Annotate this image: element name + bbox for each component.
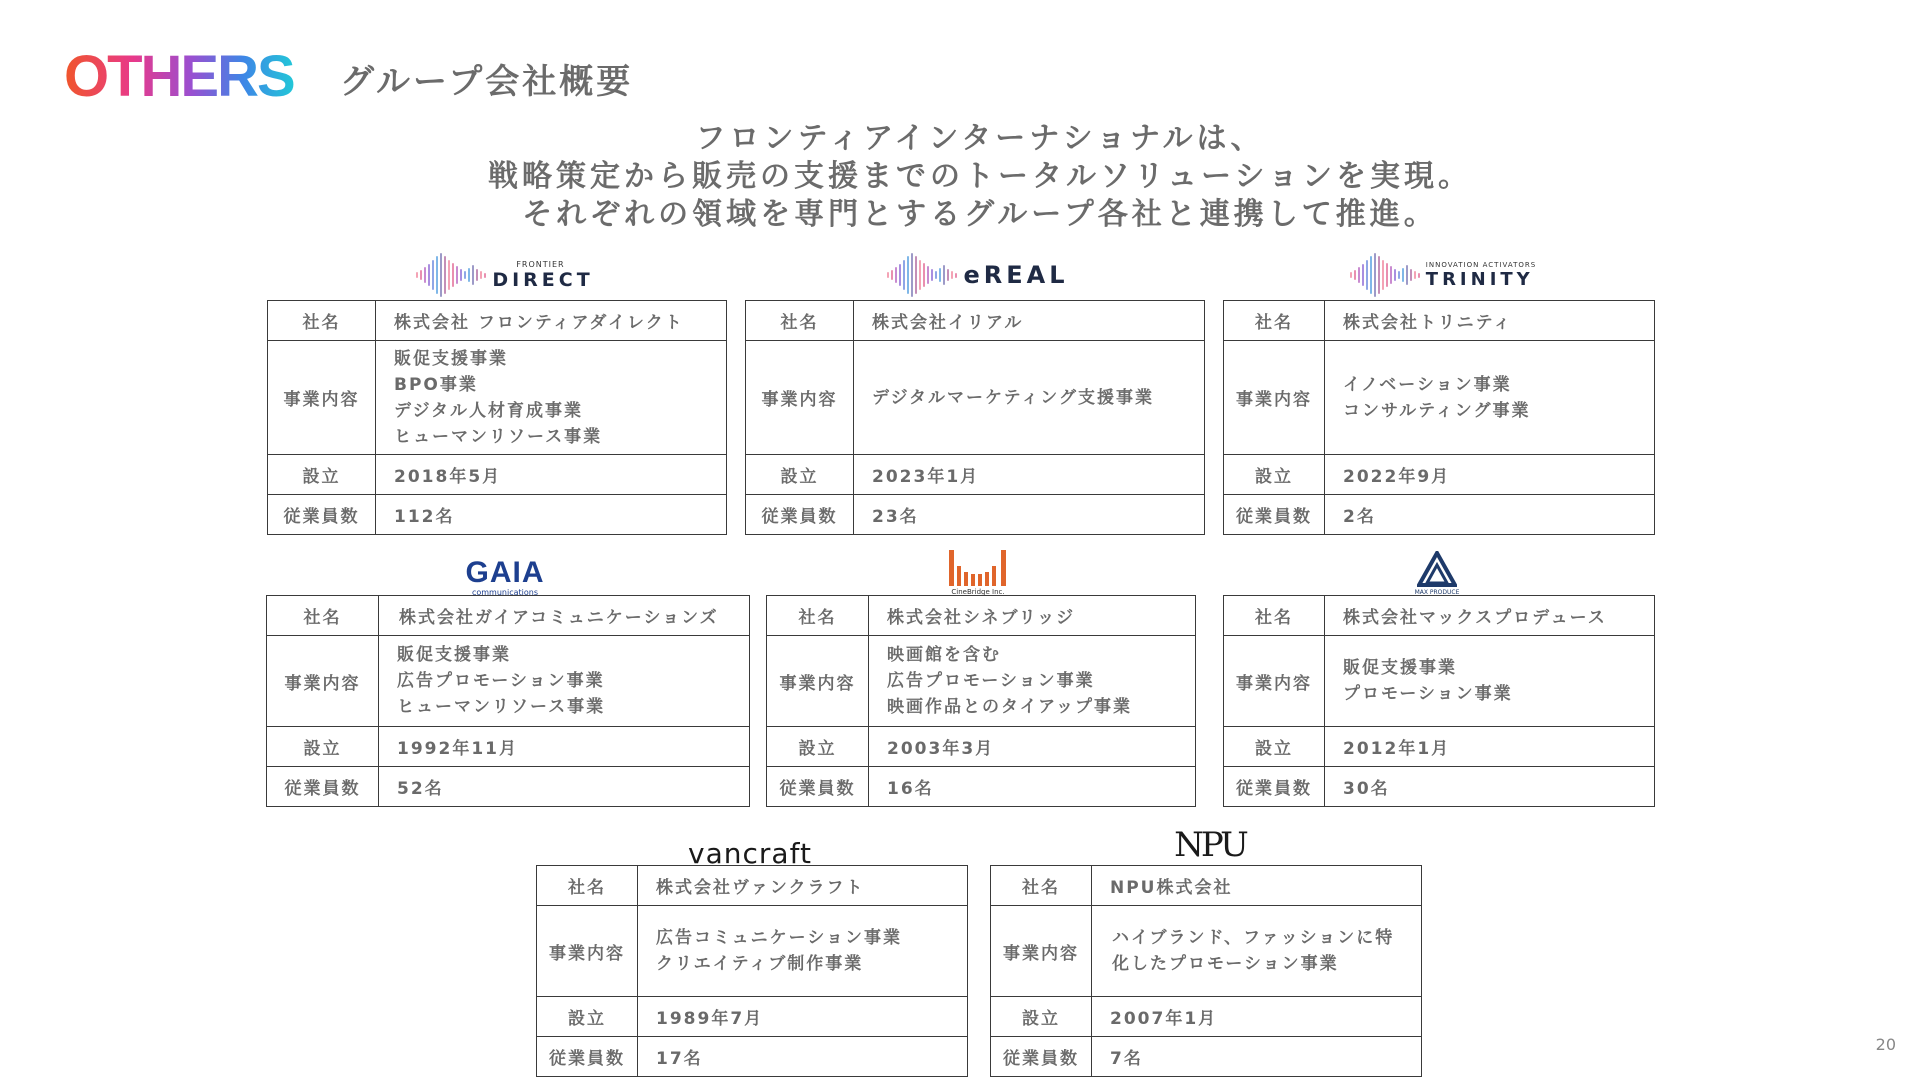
employees-value: 112名 xyxy=(376,495,727,535)
label-founded: 設立 xyxy=(1224,455,1325,495)
employees-value: 17名 xyxy=(638,1037,968,1077)
business-list xyxy=(1325,636,1655,727)
business-item: ハイブランド、ファッションに特 xyxy=(1112,928,1395,948)
lead-line: フロンティアインターナショナルは、 xyxy=(695,121,1265,156)
soundwave-bar xyxy=(1414,271,1416,279)
label-founded: 設立 xyxy=(268,455,376,495)
max-triangle-icon xyxy=(1417,551,1457,587)
lead-text xyxy=(380,120,1580,234)
soundwave-bar xyxy=(1358,267,1360,283)
soundwave-bar xyxy=(1350,272,1352,278)
label-name: 社名 xyxy=(268,301,376,341)
business-list xyxy=(854,341,1205,455)
soundwave-bar xyxy=(935,271,937,279)
company-table xyxy=(266,595,750,807)
business-item: 販促支援事業 xyxy=(1343,658,1457,678)
soundwave-bar xyxy=(1410,269,1412,281)
soundwave-bar xyxy=(1382,260,1384,290)
label-employees: 従業員数 xyxy=(267,767,379,807)
label-name: 社名 xyxy=(746,301,854,341)
soundwave-bar xyxy=(895,267,897,283)
founded-value: 2022年9月 xyxy=(1325,455,1655,495)
page-number: 20 xyxy=(1875,1035,1896,1054)
label-founded: 設立 xyxy=(991,997,1092,1037)
business-list xyxy=(1325,341,1655,455)
business-list xyxy=(638,906,968,997)
lead-line: それぞれの領域を専門とするグループ各社と連携して推進。 xyxy=(522,197,1438,232)
logo-text: GAIA xyxy=(465,555,545,589)
logo-subtext: FRONTIER xyxy=(516,259,565,269)
soundwave-bar xyxy=(428,264,430,286)
soundwave-bar xyxy=(420,270,422,280)
company-name: 株式会社マックスプロデュース xyxy=(1325,596,1655,636)
label-employees: 従業員数 xyxy=(767,767,869,807)
founded-value: 2012年1月 xyxy=(1325,727,1655,767)
soundwave-bar xyxy=(939,268,941,282)
label-business: 事業内容 xyxy=(537,906,638,997)
label-business: 事業内容 xyxy=(1224,636,1325,727)
founded-value: 1989年7月 xyxy=(638,997,968,1037)
company-table xyxy=(990,865,1422,1077)
logo-text: NPU xyxy=(1174,825,1246,865)
business-item: クリエイティブ制作事業 xyxy=(656,954,864,974)
soundwave-bar xyxy=(452,263,454,287)
soundwave-bar xyxy=(1354,270,1356,280)
label-business: 事業内容 xyxy=(268,341,376,455)
business-item: ヒューマンリソース事業 xyxy=(397,697,606,717)
soundwave-bar xyxy=(448,260,450,290)
business-list xyxy=(379,636,750,727)
logo-text: vancraft xyxy=(688,836,812,870)
label-business: 事業内容 xyxy=(767,636,869,727)
business-item: 広告プロモーション事業 xyxy=(397,671,605,691)
soundwave-bar xyxy=(456,266,458,284)
soundwave-bar xyxy=(931,269,933,281)
soundwave-bar xyxy=(891,270,893,280)
soundwave-bar xyxy=(947,269,949,281)
soundwave-bar xyxy=(927,266,929,284)
label-employees: 従業員数 xyxy=(746,495,854,535)
soundwave-bar xyxy=(484,273,486,278)
business-item: コンサルティング事業 xyxy=(1343,400,1531,421)
soundwave-bar xyxy=(1390,266,1392,284)
soundwave-bar xyxy=(1370,256,1372,294)
npu-logo xyxy=(1160,818,1260,872)
soundwave-bar xyxy=(460,269,462,281)
company-name: 株式会社ガイアコミュニケーションズ xyxy=(379,596,750,636)
soundwave-bar xyxy=(1378,256,1380,294)
label-business: 事業内容 xyxy=(991,906,1092,997)
business-item: 広告プロモーション事業 xyxy=(887,671,1095,691)
soundwave-bar xyxy=(436,256,438,294)
soundwave-bar xyxy=(1386,263,1388,287)
soundwave-bar xyxy=(464,271,466,279)
logo-text: TRINITY xyxy=(1425,268,1534,290)
soundwave-icon xyxy=(1350,253,1420,297)
business-item: イノベーション事業 xyxy=(1343,374,1512,395)
business-list xyxy=(1092,906,1422,997)
soundwave-bar xyxy=(476,269,478,281)
soundwave-bar xyxy=(943,265,945,285)
logo-subtext: communications xyxy=(471,587,539,597)
business-item: BPO事業 xyxy=(394,374,478,395)
soundwave-bar xyxy=(911,253,913,297)
label-name: 社名 xyxy=(1224,301,1325,341)
soundwave-icon xyxy=(416,253,486,297)
soundwave-bar xyxy=(468,268,470,282)
company-table xyxy=(1223,595,1655,807)
soundwave-bar xyxy=(887,272,889,278)
soundwave-bar xyxy=(424,267,426,283)
label-founded: 設立 xyxy=(267,727,379,767)
lead-line: 戦略策定から販売の支援までのトータルソリューションを実現。 xyxy=(488,159,1472,194)
company-name: 株式会社トリニティ xyxy=(1325,301,1655,341)
brand-logo: OTHERS xyxy=(64,42,294,112)
employees-value: 23名 xyxy=(854,495,1205,535)
soundwave-bar xyxy=(923,263,925,287)
founded-value: 1992年11月 xyxy=(379,727,750,767)
business-item: ヒューマンリソース事業 xyxy=(394,426,603,447)
company-name: 株式会社シネブリッジ xyxy=(869,596,1196,636)
soundwave-bar xyxy=(919,260,921,290)
company-name: 株式会社イリアル xyxy=(854,301,1205,341)
company-table xyxy=(536,865,968,1077)
soundwave-bar xyxy=(472,265,474,285)
business-item: デジタルマーケティング支援事業 xyxy=(872,387,1154,408)
soundwave-bar xyxy=(1418,273,1420,278)
logo-text: DIRECT xyxy=(492,268,594,291)
company-name: NPU株式会社 xyxy=(1092,866,1422,906)
cinebridge-logo xyxy=(938,546,1018,600)
max-produce-logo xyxy=(1402,546,1472,600)
business-item: 広告コミュニケーション事業 xyxy=(656,928,902,948)
soundwave-bar xyxy=(416,272,418,278)
label-founded: 設立 xyxy=(1224,727,1325,767)
business-item: 映画作品とのタイアップ事業 xyxy=(887,697,1132,717)
business-item: 化したプロモーション事業 xyxy=(1112,954,1339,974)
label-business: 事業内容 xyxy=(746,341,854,455)
label-employees: 従業員数 xyxy=(991,1037,1092,1077)
label-employees: 従業員数 xyxy=(1224,495,1325,535)
soundwave-bar xyxy=(903,260,905,290)
founded-value: 2007年1月 xyxy=(1092,997,1422,1037)
ereal-logo xyxy=(866,248,1090,302)
company-table xyxy=(745,300,1205,535)
label-name: 社名 xyxy=(267,596,379,636)
trinity-logo xyxy=(1336,248,1550,302)
label-founded: 設立 xyxy=(746,455,854,495)
soundwave-bar xyxy=(440,253,442,297)
soundwave-bar xyxy=(907,256,909,294)
page-title: グループ会社概要 xyxy=(340,62,634,102)
soundwave-bar xyxy=(1394,269,1396,281)
soundwave-icon xyxy=(887,253,957,297)
label-founded: 設立 xyxy=(767,727,869,767)
label-name: 社名 xyxy=(991,866,1092,906)
soundwave-bar xyxy=(1406,265,1408,285)
logo-text: eREAL xyxy=(963,261,1069,289)
business-item: 販促支援事業 xyxy=(397,645,511,665)
soundwave-bar xyxy=(1398,271,1400,279)
company-name: 株式会社ヴァンクラフト xyxy=(638,866,968,906)
soundwave-bar xyxy=(1374,253,1376,297)
founded-value: 2023年1月 xyxy=(854,455,1205,495)
label-business: 事業内容 xyxy=(1224,341,1325,455)
employees-value: 2名 xyxy=(1325,495,1655,535)
label-name: 社名 xyxy=(537,866,638,906)
label-name: 社名 xyxy=(1224,596,1325,636)
business-list xyxy=(869,636,1196,727)
business-item: 映画館を含む xyxy=(887,645,1001,665)
soundwave-bar xyxy=(1366,260,1368,290)
soundwave-bar xyxy=(1362,264,1364,286)
business-item: プロモーション事業 xyxy=(1343,684,1513,704)
employees-value: 16名 xyxy=(869,767,1196,807)
label-name: 社名 xyxy=(767,596,869,636)
logo-subtext: INNOVATION ACTIVATORS xyxy=(1425,260,1537,269)
frontier-direct-logo xyxy=(400,248,610,302)
business-item: 販促支援事業 xyxy=(394,348,508,369)
employees-value: 30名 xyxy=(1325,767,1655,807)
cinebridge-bars-icon xyxy=(948,550,1008,586)
founded-value: 2003年3月 xyxy=(869,727,1196,767)
label-employees: 従業員数 xyxy=(1224,767,1325,807)
soundwave-bar xyxy=(899,264,901,286)
employees-value: 7名 xyxy=(1092,1037,1422,1077)
founded-value: 2018年5月 xyxy=(376,455,727,495)
soundwave-bar xyxy=(432,260,434,290)
business-item: デジタル人材育成事業 xyxy=(394,400,583,421)
employees-value: 52名 xyxy=(379,767,750,807)
soundwave-bar xyxy=(444,256,446,294)
business-list xyxy=(376,341,727,455)
label-business: 事業内容 xyxy=(267,636,379,727)
soundwave-bar xyxy=(1402,268,1404,282)
company-table xyxy=(1223,300,1655,535)
company-table xyxy=(766,595,1196,807)
soundwave-bar xyxy=(955,273,957,278)
soundwave-bar xyxy=(915,256,917,294)
company-name: 株式会社 フロンティアダイレクト xyxy=(376,301,727,341)
company-table xyxy=(267,300,727,535)
logo-subtext: MAX PRODUCE xyxy=(1414,588,1460,596)
label-employees: 従業員数 xyxy=(268,495,376,535)
soundwave-bar xyxy=(480,271,482,279)
logo-subtext: CineBridge Inc. xyxy=(951,588,1005,596)
label-employees: 従業員数 xyxy=(537,1037,638,1077)
soundwave-bar xyxy=(951,271,953,279)
label-founded: 設立 xyxy=(537,997,638,1037)
